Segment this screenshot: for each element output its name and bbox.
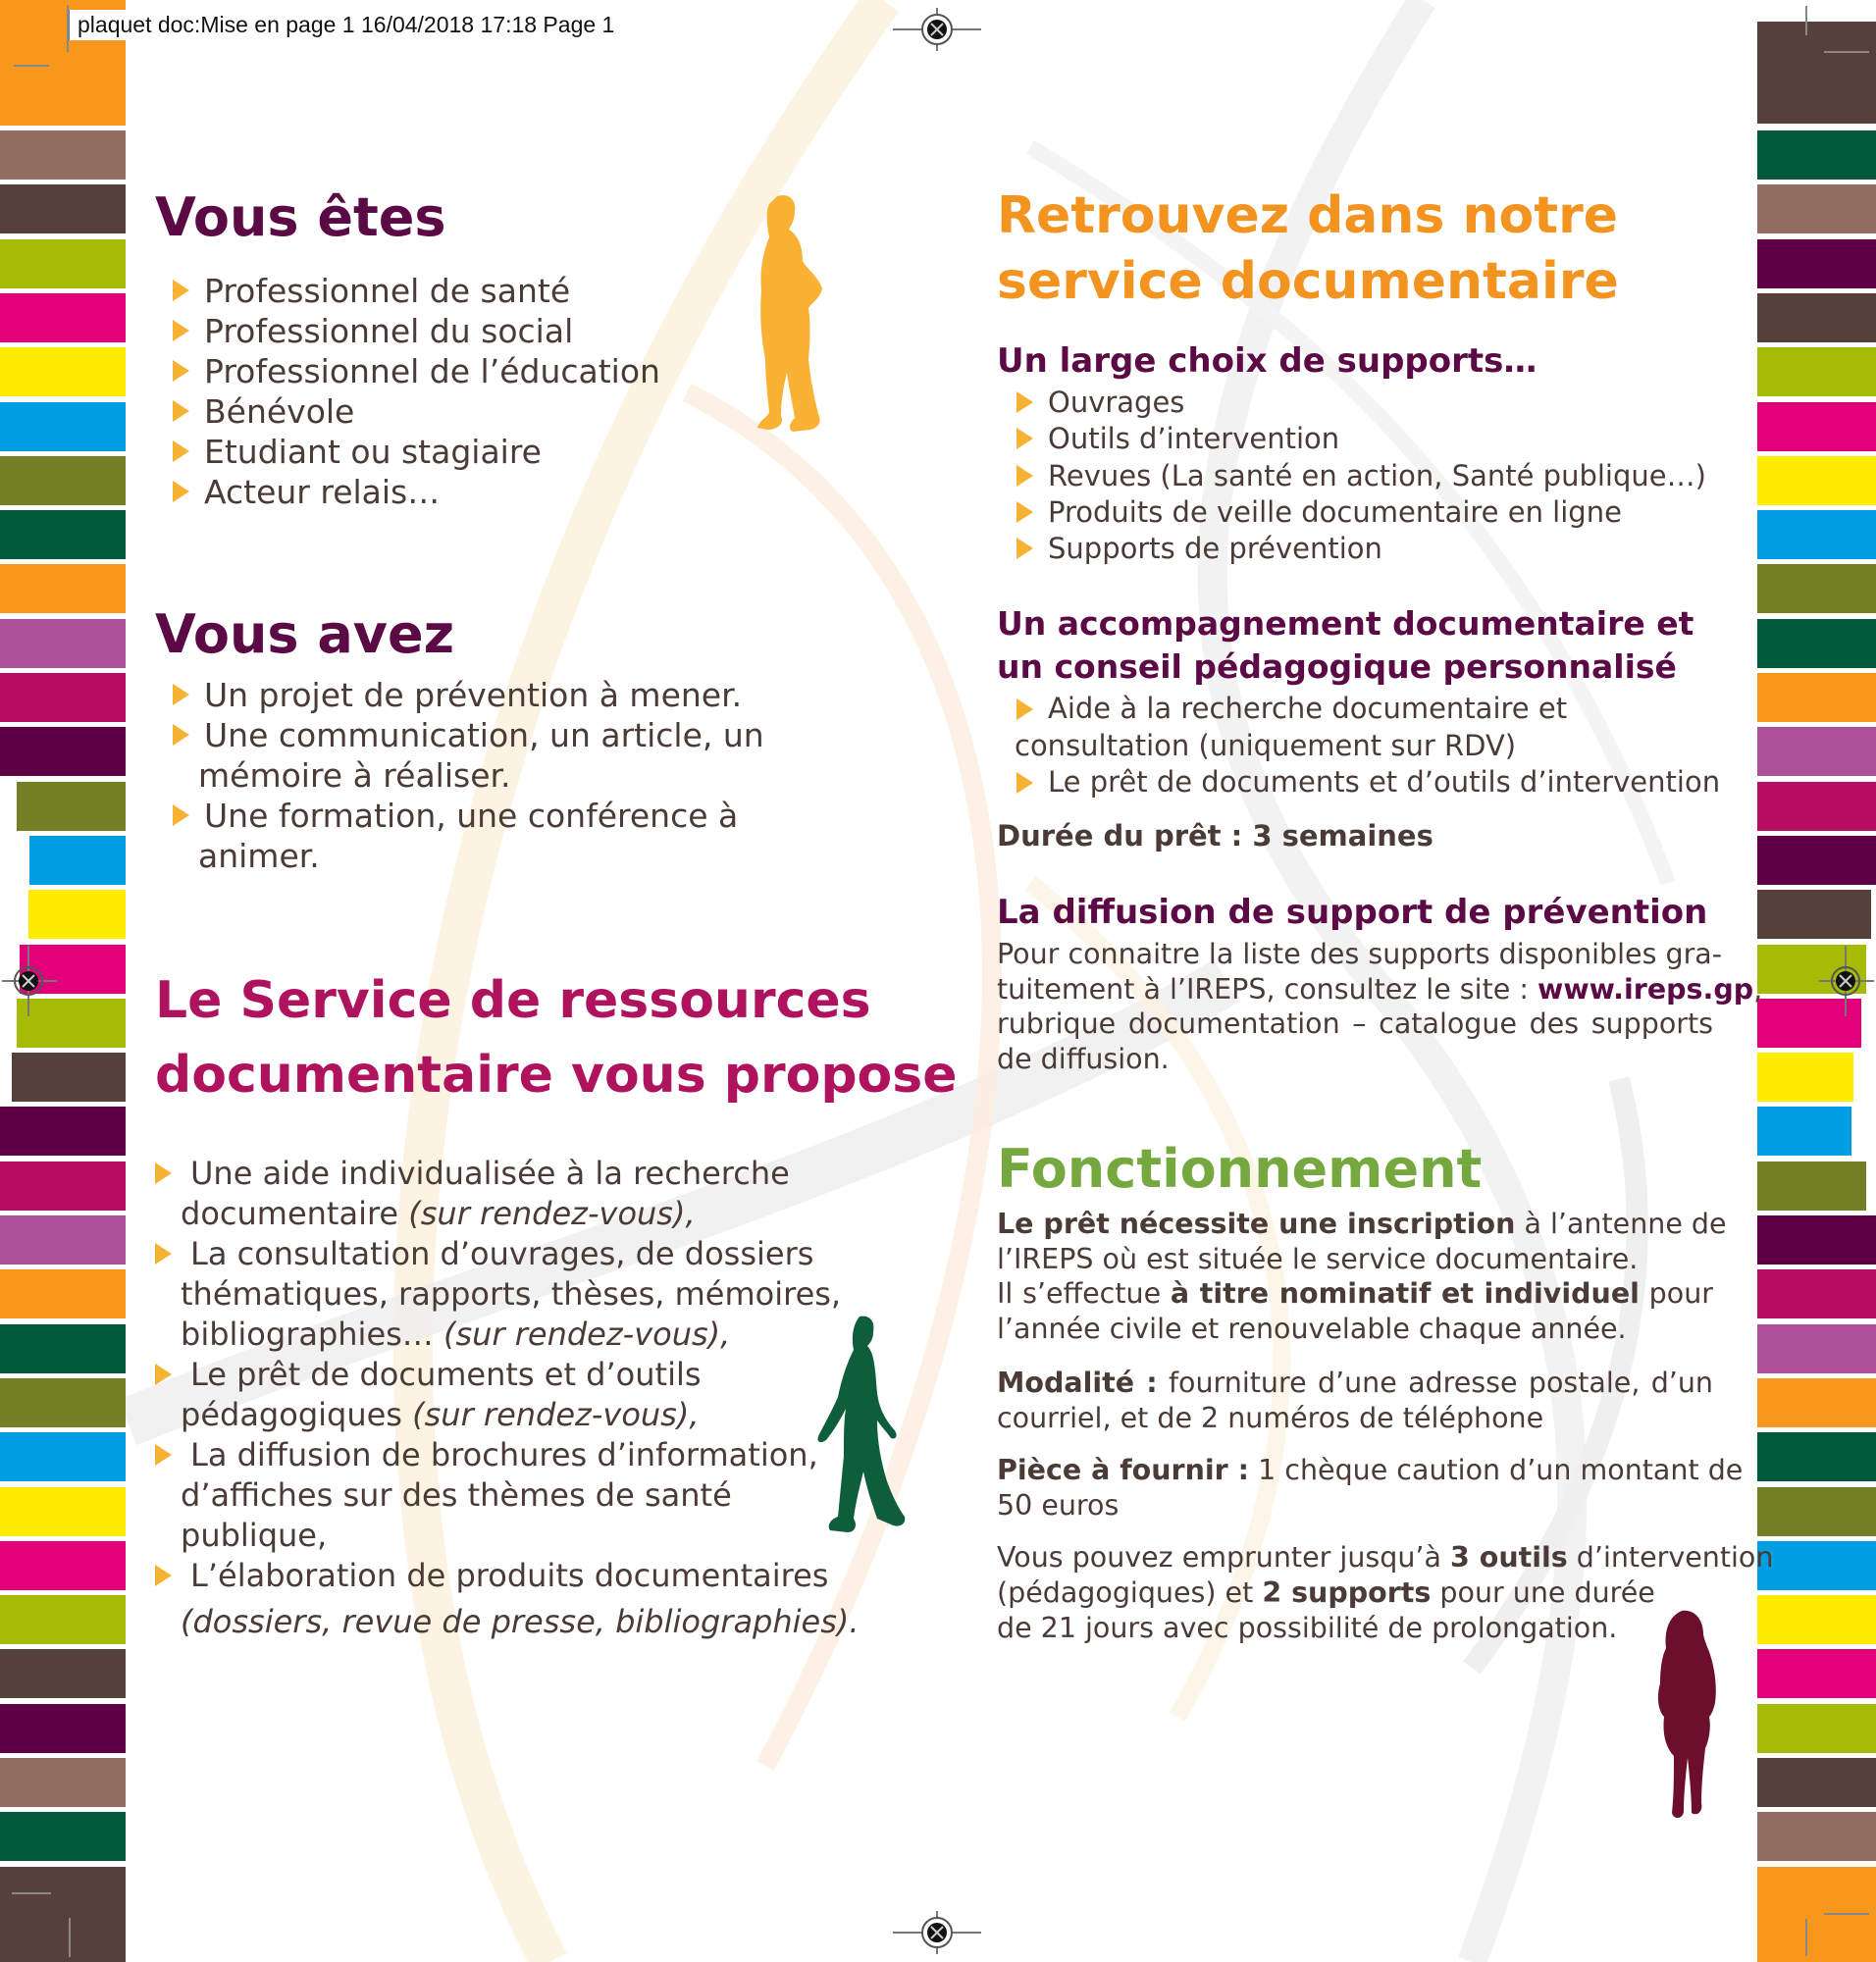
list-item: Aide à la recherche documentaire et consultation (uniquement sur RDV) [1015, 692, 1568, 762]
list-item: Le prêt de documents et d’outils d’intervention [997, 764, 1720, 801]
color-stripe-forest [0, 510, 126, 559]
color-stripe-olive [1757, 1487, 1876, 1536]
bullet-arrow-icon [173, 320, 189, 341]
crop-mark [1824, 1913, 1869, 1915]
color-stripe-dark_brown [1757, 890, 1871, 939]
list-item: La diffusion de brochures d’information, d’affiches sur des thèmes de santé publique, [155, 1435, 860, 1556]
list-item-text: Professionnel de santé [204, 272, 571, 310]
color-stripe-forest [0, 1812, 126, 1861]
bullet-arrow-icon [1016, 772, 1033, 794]
walking-man-silhouette-icon [805, 1315, 912, 1540]
woman-silhouette-icon [738, 192, 836, 438]
color-stripe-forest [1757, 130, 1876, 180]
bullet-arrow-icon [173, 684, 189, 705]
list-item-text: Supports de prévention [1048, 532, 1382, 566]
list-item-text: Outils d’intervention [1048, 422, 1340, 456]
vous-avez-heading: Vous avez [155, 603, 455, 665]
color-stripe-violet [0, 619, 126, 668]
crop-mark [14, 65, 49, 67]
color-stripe-orange [1757, 673, 1876, 722]
color-stripe-dark_brown [0, 1867, 126, 1962]
bullet-arrow-icon [173, 804, 189, 826]
list-item-text: animer. [198, 837, 320, 875]
duree-du-pret: Durée du prêt : 3 semaines [997, 819, 1433, 852]
registration-mark-icon [893, 0, 981, 59]
list-item [173, 311, 660, 351]
list-item [173, 715, 764, 796]
color-stripe-orange [1757, 1378, 1876, 1427]
color-stripe-taupe [0, 130, 126, 180]
color-stripe-yellow [1757, 456, 1876, 505]
bullet-arrow-icon [1016, 428, 1033, 449]
color-stripe-pink [1757, 402, 1876, 451]
color-stripe-violet [1757, 1324, 1876, 1373]
color-stripe-yellow [0, 1487, 126, 1536]
list-item-text: Etudiant ou stagiaire [204, 433, 542, 471]
vous-etes-list [173, 271, 660, 512]
crop-mark [12, 1892, 51, 1894]
list-item [1016, 494, 1706, 531]
list-item-text: mémoire à réaliser. [198, 756, 511, 795]
list-item: Le prêt de documents et d’outils pédagogiques (sur rendez-vous), [155, 1355, 860, 1435]
list-item-text: Bénévole [204, 392, 355, 431]
list-item-text: Acteur relais… [204, 473, 441, 511]
supports-list [1016, 385, 1706, 567]
diffusion-paragraph: Pour connaitre la liste des supports disponibles gra- tuitement à l’IREPS, consultez le site : www.ireps.gp, rubrique documentation – catalogue des supports de diffusion. [997, 938, 1763, 1075]
color-stripe-lime [0, 239, 126, 288]
color-stripe-pink [0, 293, 126, 342]
color-stripe-orange [0, 564, 126, 613]
bullet-arrow-icon [155, 1243, 172, 1265]
color-stripe-plum [0, 1107, 126, 1156]
retrouvez-heading-line2: service documentaire [997, 252, 1619, 311]
list-item [173, 675, 764, 715]
color-stripe-raspberry [1757, 1269, 1876, 1318]
bullet-arrow-icon [173, 360, 189, 382]
list-item [173, 796, 764, 876]
color-stripe-dark_brown [1757, 293, 1876, 342]
color-stripe-sky [29, 836, 126, 885]
color-stripe-olive [0, 456, 126, 505]
color-stripe-raspberry [0, 673, 126, 722]
bullet-arrow-icon [1016, 391, 1033, 413]
girl-silhouette-icon [1652, 1609, 1721, 1825]
bullet-arrow-icon [1016, 501, 1033, 523]
color-stripe-dark_brown [1757, 1758, 1876, 1807]
color-stripe-taupe [0, 1758, 126, 1807]
bullet-arrow-icon [155, 1565, 172, 1586]
service-list [155, 1154, 860, 1642]
color-stripe-yellow [1757, 1053, 1853, 1102]
list-item-text: Une formation, une conférence à [204, 797, 739, 835]
list-item [1016, 421, 1706, 457]
list-item [1016, 458, 1706, 494]
list-item: La consultation d’ouvrages, de dossiers thématiques, rapports, thèses, mémoires, bibliographies… (sur rendez-vous), [155, 1234, 860, 1355]
color-stripe-raspberry [0, 1162, 126, 1211]
color-stripe-plum [1757, 836, 1876, 885]
color-stripe-lime [1757, 1704, 1876, 1753]
color-stripe-taupe [1757, 1812, 1876, 1861]
emprunt-paragraph: Vous pouvez emprunter jusqu’à 3 outils d’intervention (pédagogiques) et 2 supports pour une durée de 21 jours avec possibilité de prolongation. [997, 1541, 1774, 1644]
bullet-arrow-icon [173, 440, 189, 462]
vous-avez-list [173, 675, 764, 876]
color-stripe-sky [1757, 510, 1876, 559]
list-item-text: Professionnel du social [204, 312, 574, 350]
list-item [173, 472, 660, 512]
vous-etes-heading: Vous êtes [155, 186, 446, 248]
color-stripe-sky [0, 402, 126, 451]
color-stripe-sky [0, 1432, 126, 1481]
color-stripe-dark_brown [0, 1649, 126, 1698]
color-stripe-forest [1757, 1432, 1876, 1481]
diffusion-subheading: La diffusion de support de prévention [997, 893, 1708, 932]
color-stripe-yellow [1757, 1595, 1876, 1644]
accompagnement-subheading-line2: un conseil pédagogique personnalisé [997, 647, 1677, 686]
color-stripe-lime [1757, 347, 1876, 396]
list-item [173, 432, 660, 472]
color-stripe-pink [0, 1541, 126, 1590]
list-item-text: Professionnel de l’éducation [204, 352, 660, 390]
color-stripe-forest [1757, 619, 1876, 668]
registration-mark-icon [1817, 942, 1876, 1020]
color-stripe-dark_brown [1757, 22, 1876, 124]
list-item [1016, 385, 1706, 421]
color-stripe-olive [0, 1378, 126, 1427]
color-stripe-pink [1757, 1649, 1876, 1698]
color-stripe-yellow [0, 347, 126, 396]
color-stripe-raspberry [1757, 782, 1876, 831]
bullet-arrow-icon [1016, 698, 1033, 720]
registration-mark-icon [0, 942, 59, 1020]
bullet-arrow-icon [1016, 465, 1033, 487]
ireps-website-link[interactable]: www.ireps.gp [1537, 972, 1754, 1006]
crop-mark [69, 1918, 71, 1957]
list-item-text: Une communication, un article, un [204, 716, 764, 754]
accompagnement-list [997, 691, 1720, 801]
service-heading-line2: documentaire vous propose [155, 1046, 958, 1105]
fonctionnement-heading: Fonctionnement [997, 1138, 1483, 1200]
modalite-paragraph: Modalité : fourniture d’une adresse postale, d’un courriel, et de 2 numéros de téléphone [997, 1367, 1713, 1434]
color-stripe-plum [1757, 1215, 1876, 1265]
color-stripe-plum [0, 727, 126, 776]
piece-a-fournir-paragraph: Pièce à fournir : 1 chèque caution d’un montant de 50 euros [997, 1454, 1744, 1522]
crop-mark [1824, 51, 1869, 53]
list-item-text: Ouvrages [1048, 386, 1185, 419]
color-stripe-lime [0, 1595, 126, 1644]
list-item [1016, 531, 1706, 567]
list-item [173, 271, 660, 311]
accompagnement-subheading-line1: Un accompagnement documentaire et [997, 604, 1694, 643]
color-stripe-plum [0, 1704, 126, 1753]
print-slug-line: plaquet doc:Mise en page 1 16/04/2018 17:18 Page 1 [69, 10, 624, 40]
color-stripe-forest [0, 1324, 126, 1373]
bullet-arrow-icon [173, 481, 189, 502]
color-stripe-violet [1757, 727, 1876, 776]
bullet-arrow-icon [173, 280, 189, 301]
service-heading-line1: Le Service de ressources [155, 971, 871, 1030]
list-item: Une aide individualisée à la recherche documentaire (sur rendez-vous), [155, 1154, 860, 1234]
color-stripe-taupe [1757, 184, 1876, 233]
color-stripe-dark_brown [0, 184, 126, 233]
color-stripe-olive [1757, 1162, 1866, 1211]
color-stripe-orange [0, 1269, 126, 1318]
retrouvez-heading-line1: Retrouvez dans notre [997, 186, 1618, 245]
color-stripe-yellow [28, 890, 126, 939]
bullet-arrow-icon [1016, 538, 1033, 559]
color-stripe-plum [1757, 239, 1876, 288]
crop-mark [1805, 6, 1807, 35]
list-item-text: Revues (La santé en action, Santé publique…) [1048, 458, 1706, 492]
list-item-text: Produits de veille documentaire en ligne [1048, 494, 1622, 529]
list-item [173, 351, 660, 391]
color-stripe-violet [0, 1215, 126, 1265]
registration-mark-icon [893, 1903, 981, 1962]
fonctionnement-paragraph: Le prêt nécessite une inscription à l’antenne de l’IREPS où est située le service documentaire. Il s’effectue à titre nominatif et individuel pour l’année civile et renouvelable chaque année. [997, 1208, 1727, 1346]
color-stripe-sky [1757, 1541, 1876, 1590]
bullet-arrow-icon [173, 724, 189, 746]
list-item: L’élaboration de produits documentaires (dossiers, revue de presse, bibliographies). [155, 1556, 860, 1642]
bullet-arrow-icon [155, 1444, 172, 1466]
color-stripe-sky [1757, 1107, 1851, 1156]
color-stripe-olive [1757, 564, 1876, 613]
color-stripe-olive [17, 782, 126, 831]
supports-subheading: Un large choix de supports… [997, 341, 1537, 381]
bullet-arrow-icon [155, 1162, 172, 1184]
bullet-arrow-icon [173, 400, 189, 422]
list-item [173, 391, 660, 432]
color-stripe-dark_brown [12, 1053, 126, 1102]
crop-mark [1805, 1919, 1807, 1956]
bullet-arrow-icon [155, 1364, 172, 1385]
list-item-text: Un projet de prévention à mener. [204, 676, 743, 714]
